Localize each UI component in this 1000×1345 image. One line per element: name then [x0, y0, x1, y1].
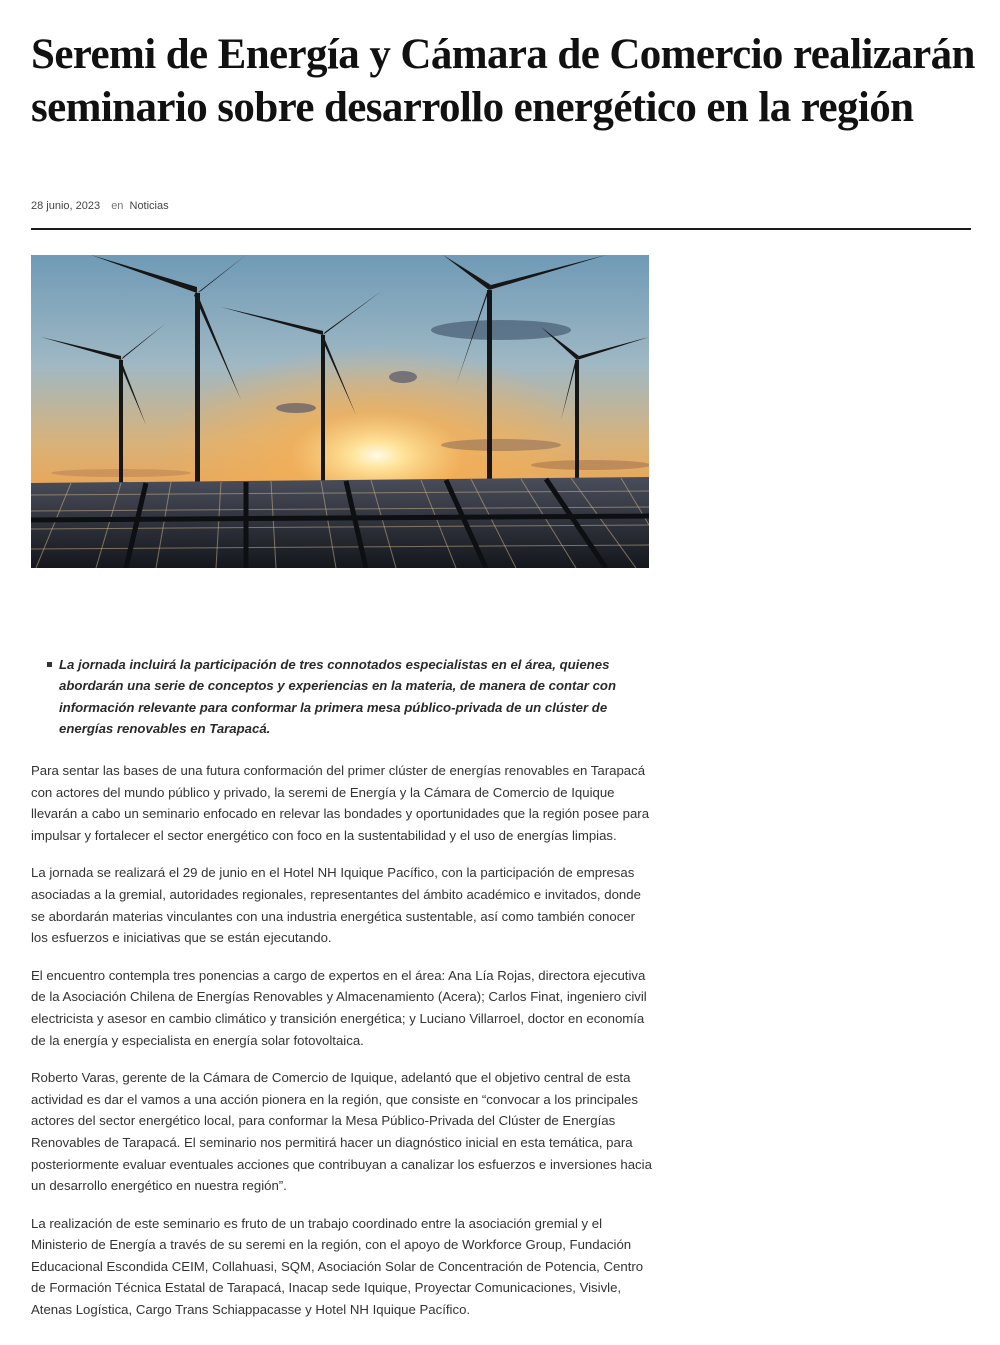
- header-divider: [31, 228, 971, 230]
- article-meta: [31, 200, 169, 212]
- lead-bullet-list: [31, 654, 651, 740]
- body-paragraph: Roberto Varas, gerente de la Cámara de Comercio de Iquique, adelantó que el objetivo central de esta actividad es dar el vamos a una acción pionera en la región, que consiste en “convocar a los principales actores del sector energético local, para conformar la Mesa Público-Privada del Clúster de Energías Renovables de Tarapacá. El seminario nos permitirá hacer un diagnóstico inicial en esta temática, para posteriormente evaluar eventuales acciones que contribuyan a canalizar los esfuerzos e inversiones hacia un desarrollo energético en nuestra región”.: [31, 1070, 652, 1194]
- category-prefix: en: [111, 200, 124, 212]
- lead-bullet-item: La jornada incluirá la participación de tres connotados especialistas en el área, quienes abordarán una serie de conceptos y experiencias en la materia, de manera de contar con información relevante para conformar la primera mesa público-privada de un clúster de energías renovables en Tarapacá.: [31, 654, 651, 740]
- body-paragraph: El encuentro contempla tres ponencias a cargo de expertos en el área: Ana Lía Rojas, directora ejecutiva de la Asociación Chilena de Energías Renovables y Almacenamiento (Acera); Carlos Finat, ingeniero civil electricista y asesor en cambio climático y transición energética; y Luciano Villarroel, doctor en economía de la energía y especialista en energía solar fotovoltaica.: [31, 967, 647, 1048]
- body-paragraph: Para sentar las bases de una futura conformación del primer clúster de energías renovables en Tarapacá con actores del mundo público y privado, la seremi de Energía y la Cámara de Comercio de Iquique llevarán a cabo un seminario enfocado en relevar las bondades y oportunidades que la región posee para impulsar y fortalecer el sector energético con foco en la sustentabilidad y el uso de energías limpias.: [31, 763, 650, 843]
- category-link[interactable]: Noticias: [129, 200, 169, 212]
- article-title: Seremi de Energía y Cámara de Comercio realizarán seminario sobre desarrollo energético en la región: [31, 31, 975, 131]
- publish-date: 28 junio, 2023: [31, 200, 101, 212]
- article-body: [31, 760, 653, 1337]
- wind-turbines-solar-panels-sunset-image: [31, 255, 649, 568]
- hero-image: [31, 255, 649, 568]
- body-paragraph: La jornada se realizará el 29 de junio en el Hotel NH Iquique Pacífico, con la participación de empresas asociadas a la gremial, autoridades regionales, representantes del ámbito académico e invitados, donde se abordarán materias vinculantes con una industria energética sustentable, así como también conocer los esfuerzos e iniciativas que se están ejecutando.: [31, 865, 641, 946]
- body-paragraph: La realización de este seminario es fruto de un trabajo coordinado entre la asociación gremial y el Ministerio de Energía a través de su seremi en la región, con el apoyo de Workforce Group, Fundación Educacional Escondida CEIM, Collahuasi, SQM, Asociación Solar de Concentración de Potencia, Centro de Formación Técnica Estatal de Tarapacá, Inacap sede Iquique, Proyectar Comunicaciones, Visivle, Atenas Logística, Cargo Trans Schiappacasse y Hotel NH Iquique Pacífico.: [31, 1215, 644, 1318]
